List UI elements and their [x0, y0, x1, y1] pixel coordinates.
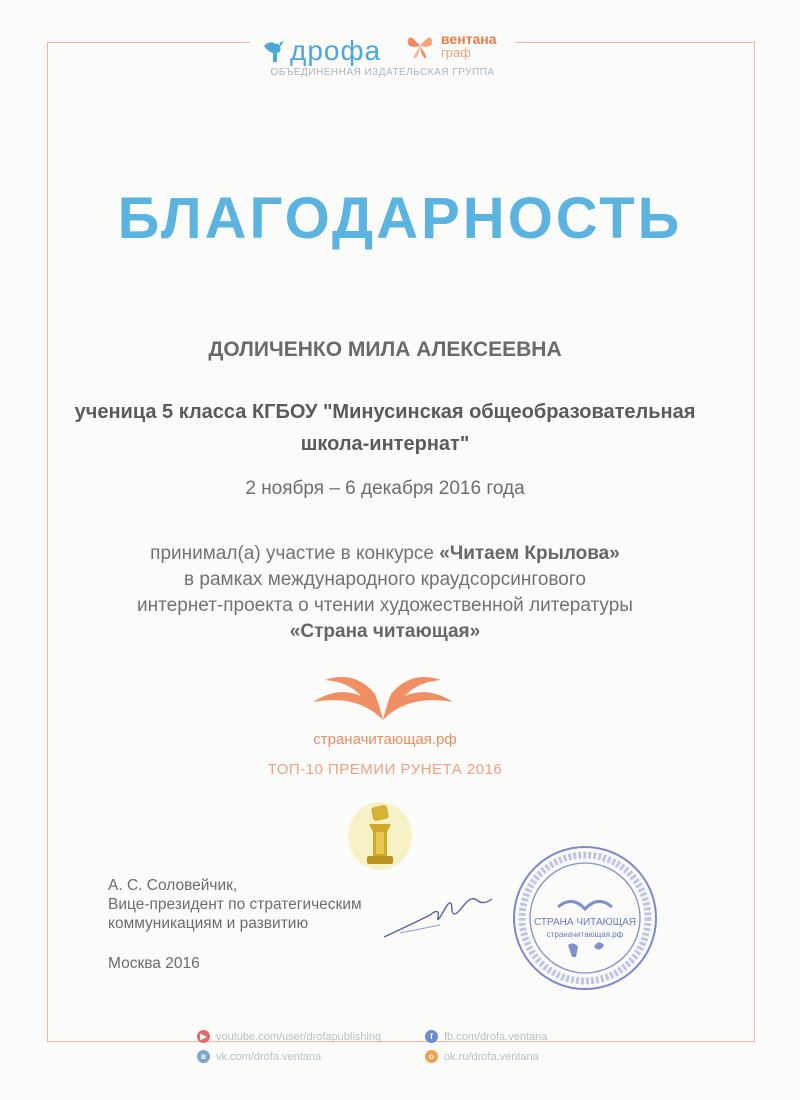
butterfly-icon	[405, 31, 435, 61]
project-site-link[interactable]: страначитающая.рф	[313, 731, 457, 748]
youtube-link[interactable]: youtube.com/user/drofapublishing	[216, 1030, 382, 1043]
official-stamp	[510, 843, 660, 998]
city-year: Москва 2016	[108, 955, 200, 972]
contest-dates: 2 ноября – 6 декабря 2016 года	[245, 478, 525, 499]
ventana-logo	[405, 31, 497, 61]
stamp-center-line-1: СТРАНА ЧИТАЮЩАЯ	[533, 917, 637, 928]
award-label: ТОП-10 ПРЕМИИ РУНЕТА 2016	[267, 761, 503, 778]
participation-line-2: в рамках международного краудсорсингового	[184, 569, 586, 590]
participation-line-1	[0, 541, 770, 567]
ok-icon: о	[425, 1050, 438, 1063]
youtube-icon: ▶	[197, 1030, 210, 1043]
social-vk[interactable]	[197, 1050, 321, 1063]
facebook-icon: f	[425, 1030, 438, 1043]
runet-award-trophy-icon	[345, 790, 415, 877]
handwritten-signature	[380, 885, 520, 950]
open-book-icon	[303, 672, 463, 729]
ok-link[interactable]: ok.ru/drofa.ventana	[444, 1050, 539, 1063]
header	[0, 17, 800, 87]
social-facebook[interactable]	[425, 1030, 547, 1043]
recipient-name: ДОЛИЧЕНКО МИЛА АЛЕКСЕЕВНА	[208, 338, 562, 361]
vk-link[interactable]: vk.com/drofa.ventana	[216, 1050, 322, 1063]
signatory-name: А. С. Соловейчик,	[108, 877, 238, 894]
school-line-1: ученица 5 класса КГБОУ "Минусинская общеобразовательная	[74, 401, 696, 423]
participation-line-3: интернет-проекта о чтении художественной литературы	[137, 595, 633, 616]
signatory-position-line-2: коммуникациям и развитию	[108, 915, 309, 932]
contest-name: «Читаем Крылова»	[439, 543, 620, 564]
drofa-brand-text: дрофа	[290, 35, 382, 66]
ventana-brand-text: вентана	[441, 31, 497, 47]
publishing-group-label: ОБЪЕДИНЕННАЯ ИЗДАТЕЛЬСКАЯ ГРУППА	[270, 67, 495, 78]
graf-brand-text: граф	[441, 45, 471, 60]
participation-prefix: принимал(а) участие в конкурсе	[150, 543, 440, 564]
project-name: «Страна читающая»	[289, 621, 481, 642]
recipient-school	[0, 396, 770, 460]
social-ok[interactable]	[425, 1050, 539, 1063]
vk-icon: в	[197, 1050, 210, 1063]
school-line-2: школа-интернат"	[300, 433, 470, 455]
stamp-center-line-2: страначитающая.рф	[546, 930, 624, 939]
participation-text	[0, 541, 770, 645]
drofa-bird-icon	[262, 38, 288, 64]
signatory-position-line-1: Вице-президент по стратегическим	[108, 896, 362, 913]
drofa-logo	[262, 35, 381, 67]
certificate-title: БЛАГОДАРНОСТЬ	[117, 186, 683, 251]
social-youtube[interactable]	[197, 1030, 381, 1043]
signatory-block	[108, 876, 362, 933]
facebook-link[interactable]: fb.com/drofa.ventana	[444, 1030, 548, 1043]
